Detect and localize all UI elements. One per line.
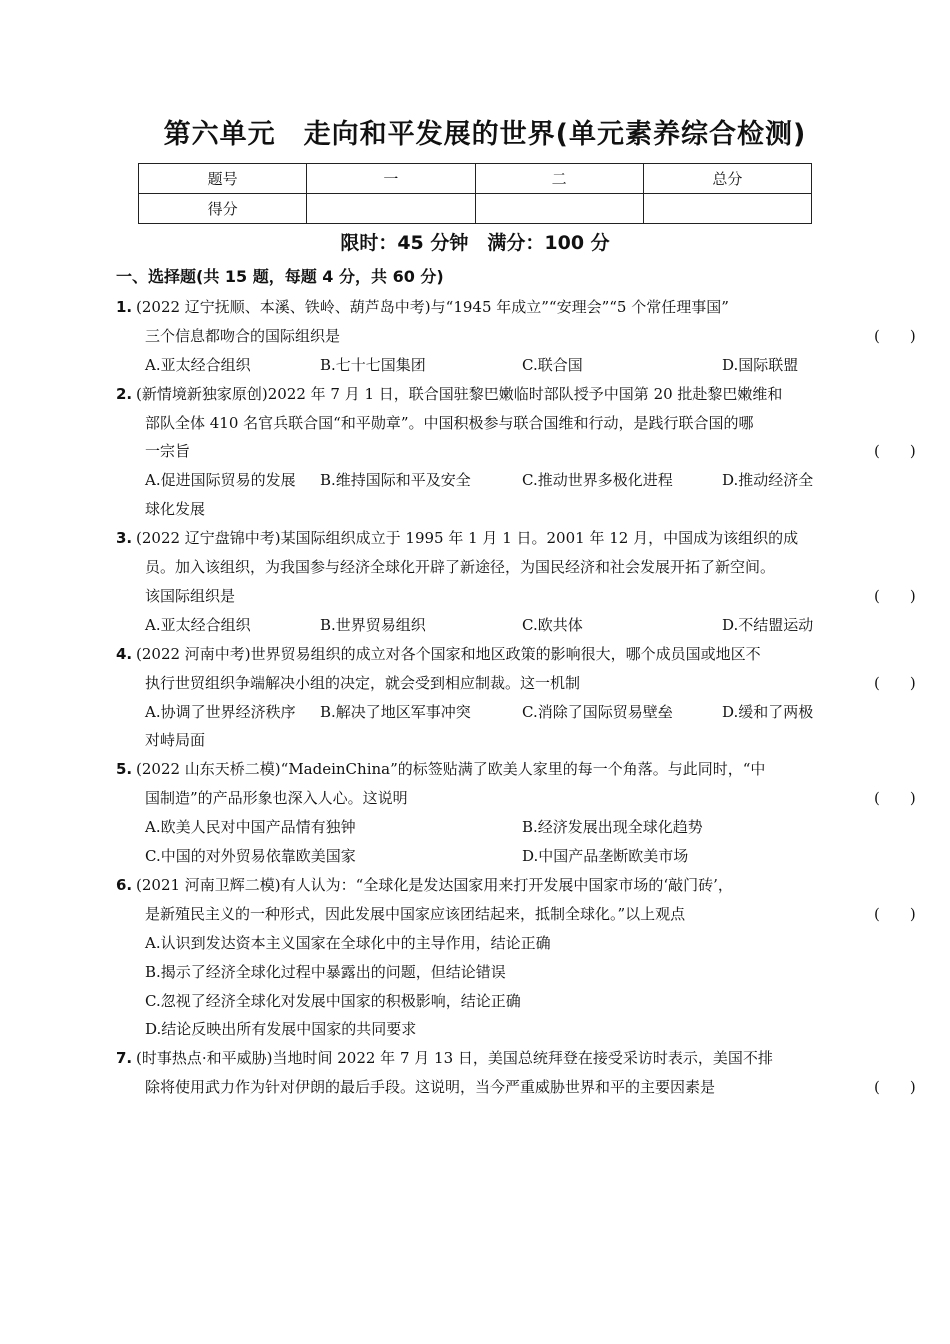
question-stem-line: 除将使用武力作为针对伊朗的最后手段。这说明，当今严重威胁世界和平的主要因素是 <box>145 1078 716 1096</box>
question-stem-line: (2022 河南中考)世界贸易组织的成立对各个国家和地区政策的影响很大，哪个成员国或地区不 <box>136 645 761 663</box>
option-c[interactable]: C.联合国 <box>522 356 583 374</box>
score-row-label: 得分 <box>139 194 307 224</box>
score-table-header-row <box>139 164 812 194</box>
question-stem-line: 是新殖民主义的一种形式，因此发展中国家应该团结起来，抵制全球化。”以上观点 <box>145 905 686 923</box>
score-table <box>138 163 812 224</box>
option-d[interactable]: D.国际联盟 <box>722 356 799 374</box>
question-stem-line: 部队全体 410 名官兵联合国“和平勋章”。中国积极参与联合国维和行动，是践行联合国的哪 <box>145 414 754 432</box>
question-number: 3. <box>116 529 133 547</box>
score-cell-part-2[interactable] <box>475 194 643 224</box>
answer-bracket[interactable]: ( ) <box>874 442 916 460</box>
question-number: 7. <box>116 1049 133 1067</box>
question-number: 5. <box>116 760 133 778</box>
option-b[interactable]: B.维持国际和平及安全 <box>320 471 471 489</box>
section-title: 一、选择题(共 15 题，每题 4 分，共 60 分) <box>116 267 444 286</box>
score-header-cell: 二 <box>475 164 643 194</box>
score-header-cell: 总分 <box>643 164 811 194</box>
answer-bracket[interactable]: ( ) <box>874 789 916 807</box>
option-c[interactable]: C.欧共体 <box>522 616 583 634</box>
option-c[interactable]: C.推动世界多极化进程 <box>522 471 673 489</box>
option-b[interactable]: B.经济发展出现全球化趋势 <box>522 818 703 836</box>
answer-bracket[interactable]: ( ) <box>874 1078 916 1096</box>
question-stem-line: (新情境新独家原创)2022 年 7 月 1 日，联合国驻黎巴嫩临时部队授予中国第 20 批赴黎巴嫩维和 <box>136 385 783 403</box>
question-stem-line: 三个信息都吻合的国际组织是 <box>145 327 341 345</box>
option-d[interactable]: D.推动经济全 <box>722 471 814 489</box>
score-cell-total[interactable] <box>643 194 811 224</box>
option-d[interactable]: D.缓和了两极 <box>722 703 814 721</box>
option-c[interactable]: C.忽视了经济全球化对发展中国家的积极影响，结论正确 <box>145 992 521 1010</box>
answer-bracket[interactable]: ( ) <box>874 587 916 605</box>
option-c[interactable]: C.中国的对外贸易依靠欧美国家 <box>145 847 356 865</box>
question-number: 4. <box>116 645 133 663</box>
option-d[interactable]: D.不结盟运动 <box>722 616 814 634</box>
question-stem-line: (时事热点·和平威胁)当地时间 2022 年 7 月 13 日，美国总统拜登在接受采访时表示，美国不排 <box>136 1049 773 1067</box>
option-a[interactable]: A.协调了世界经济秩序 <box>145 703 296 721</box>
option-c[interactable]: C.消除了国际贸易壁垒 <box>522 703 673 721</box>
option-a[interactable]: A.亚太经合组织 <box>145 356 251 374</box>
answer-bracket[interactable]: ( ) <box>874 905 916 923</box>
score-header-cell: 一 <box>307 164 475 194</box>
option-d-continued: 对峙局面 <box>145 731 206 749</box>
score-table-score-row <box>139 194 812 224</box>
option-a[interactable]: A.促进国际贸易的发展 <box>145 471 296 489</box>
option-a[interactable]: A.欧美人民对中国产品情有独钟 <box>145 818 356 836</box>
answer-bracket[interactable]: ( ) <box>874 327 916 345</box>
option-d-continued: 球化发展 <box>145 500 206 518</box>
option-b[interactable]: B.揭示了经济全球化过程中暴露出的问题，但结论错误 <box>145 963 506 981</box>
score-cell-part-1[interactable] <box>307 194 475 224</box>
option-b[interactable]: B.解决了地区军事冲突 <box>320 703 471 721</box>
question-number: 6. <box>116 876 133 894</box>
question-stem-line: 员。加入该组织，为我国参与经济全球化开辟了新途径，为国民经济和社会发展开拓了新空间。 <box>145 558 776 576</box>
question-stem-line: (2022 辽宁盘锦中考)某国际组织成立于 1995 年 1 月 1 日。2001 年 12 月，中国成为该组织的成 <box>136 529 799 547</box>
question-stem-line: (2021 河南卫辉二模)有人认为：“全球化是发达国家用来打开发展中国家市场的‘敲门砖’， <box>136 876 733 894</box>
option-d[interactable]: D.中国产品垄断欧美市场 <box>522 847 689 865</box>
answer-bracket[interactable]: ( ) <box>874 674 916 692</box>
score-header-cell: 题号 <box>139 164 307 194</box>
option-b[interactable]: B.七十七国集团 <box>320 356 426 374</box>
question-stem-line: 一宗旨 <box>145 442 191 460</box>
option-b[interactable]: B.世界贸易组织 <box>320 616 426 634</box>
question-number: 1. <box>116 298 133 316</box>
page-title: 第六单元 走向和平发展的世界(单元素养综合检测) <box>163 119 807 150</box>
question-stem-line: (2022 山东天桥二模)“MadeinChina”的标签贴满了欧美人家里的每一个角落。与此同时，“中 <box>136 760 766 778</box>
question-stem-line: 执行世贸组织争端解决小组的决定，就会受到相应制裁。这一机制 <box>145 674 581 692</box>
time-limit: 限时：45 分钟 满分：100 分 <box>340 232 610 254</box>
option-a[interactable]: A.亚太经合组织 <box>145 616 251 634</box>
question-stem-line: (2022 辽宁抚顺、本溪、铁岭、葫芦岛中考)与“1945 年成立”“安理会”“5 个常任理事国” <box>136 298 729 316</box>
question-stem-line: 国制造”的产品形象也深入人心。这说明 <box>145 789 408 807</box>
question-stem-line: 该国际组织是 <box>145 587 236 605</box>
option-d[interactable]: D.结论反映出所有发展中国家的共同要求 <box>145 1020 417 1038</box>
question-number: 2. <box>116 385 133 403</box>
option-a[interactable]: A.认识到发达资本主义国家在全球化中的主导作用，结论正确 <box>145 934 551 952</box>
